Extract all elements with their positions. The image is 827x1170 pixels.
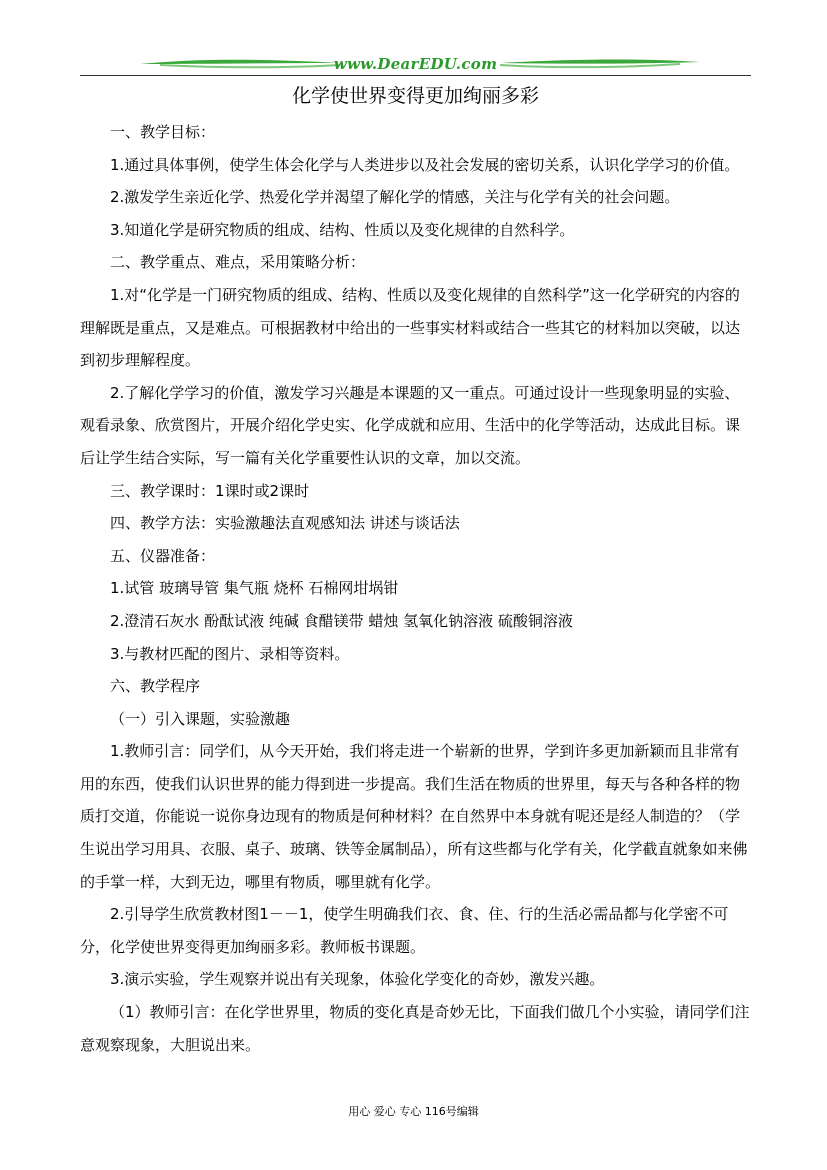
body-paragraph: 六、教学程序 [110, 677, 201, 696]
page-footer: 用心 爱心 专心 116号编辑 [348, 1105, 479, 1118]
body-paragraph: 五、仪器准备： [110, 546, 216, 565]
body-paragraph: 1.试管 玻璃导管 集气瓶 烧杯 石棉网坩埚钳 [110, 579, 399, 598]
body-paragraph: 2.激发学生亲近化学、热爱化学并渴望了解化学的情感，关注与化学有关的社会问题。 [110, 188, 680, 207]
body-paragraph: 2.了解化学学习的价值，激发学习兴趣是本课题的又一重点。可通过设计一些现象明显的实验、观看录象、欣赏图片，开展介绍化学史实、化学成就和应用、生活中的化学等活动，达成此目标。课后让学生结合实际，写一篇有关化学重要性认识的文章，加以交流。 [80, 383, 741, 467]
body-paragraph: （一）引入课题，实验激趣 [110, 709, 291, 728]
page-header [80, 52, 751, 78]
site-brand[interactable]: www.DearEDU.com [333, 55, 498, 73]
body-paragraph: 3.知道化学是研究物质的组成、结构、性质以及变化规律的自然科学。 [110, 220, 575, 239]
body-paragraph: 3.与教材匹配的图片、录相等资料。 [110, 644, 350, 663]
body-paragraph: 四、教学方法：实验激趣法直观感知法 讲述与谈话法 [110, 514, 460, 533]
body-paragraph: 三、教学课时：1课时或2课时 [110, 481, 310, 500]
body-paragraph: 2.引导学生欣赏教材图1－－1，使学生明确我们衣、食、住、行的生活必需品都与化学密不可分，化学使世界变得更加绚丽多彩。教师板书课题。 [80, 905, 729, 956]
body-paragraph: 1.教师引言：同学们，从今天开始，我们将走进一个崭新的世界，学到许多更加新颖而且非常有用的东西，使我们认识世界的能力得到进一步提高。我们生活在物质的世界里，每天与各种各样的物质打交道，你能说一说你身边现有的物质是何种材料？在自然界中本身就有呢还是经人制造的？（学生说出学习用具、衣服、桌子、玻璃、铁等金属制品），所有这些都与化学有关，化学截直就象如来佛的手掌一样，大到无边，哪里有物质，哪里就有化学。 [80, 742, 748, 891]
document-title: 化学使世界变得更加绚丽多彩 [291, 85, 539, 107]
body-paragraph: （1）教师引言：在化学世界里，物质的变化真是奇妙无比，下面我们做几个小实验，请同学们注意观察现象，大胆说出来。 [80, 1003, 750, 1054]
body-paragraph: 1.通过具体事例，使学生体会化学与人类进步以及社会发展的密切关系，认识化学学习的价值。 [110, 155, 740, 174]
body-paragraph: 一、教学目标： [110, 123, 216, 141]
body-paragraph: 1.对“化学是一门研究物质的组成、结构、性质以及变化规律的自然科学”这一化学研究的内容的理解既是重点，又是难点。可根据教材中给出的一些事实材料或结合一些其它的材料加以突破，以达到初步理解程度。 [80, 285, 741, 370]
body-paragraph: 2.澄清石灰水 酚酞试液 纯碱 食醋镁带 蜡烛 氢氧化钠溶液 硫酸铜溶液 [110, 611, 573, 630]
document-body [80, 116, 752, 1061]
body-paragraph: 二、教学重点、难点，采用策略分析： [110, 253, 366, 272]
body-paragraph: 3.演示实验，学生观察并说出有关现象，体验化学变化的奇妙，激发兴趣。 [110, 970, 605, 989]
